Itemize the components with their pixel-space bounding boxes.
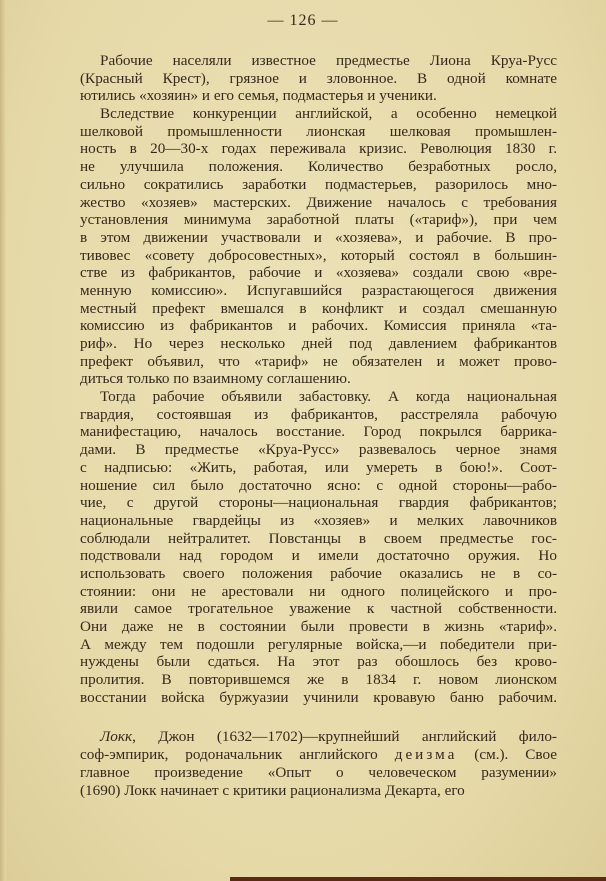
text-segment: (Красный Крест), грязное и зловонное. В одной комнате xyxy=(80,69,557,87)
text-segment: пролития. В повторившемся же в 1834 г. новом лионском xyxy=(80,671,557,689)
text-line xyxy=(80,229,557,247)
text-segment: диться только по взаимному соглашению. xyxy=(80,370,351,388)
text-line xyxy=(80,477,557,495)
text-segment: соф-эмпирик, родоначальник английского xyxy=(80,746,395,764)
text-segment: гвардия, состоявшая из фабрикантов, расстреляла рабочую xyxy=(80,405,557,423)
text-line xyxy=(80,282,557,300)
text-segment: шелковой промышленности лионская шелковая промышлен- xyxy=(80,122,557,140)
page-left-edge xyxy=(0,0,6,881)
text-line xyxy=(80,764,557,782)
text-segment: явили самое трогательное уважение к частной собственности. xyxy=(80,600,557,618)
text-segment: менную комиссию». Испугавшийся разрастающегося движения xyxy=(80,281,557,299)
text-line xyxy=(80,512,557,530)
text-line xyxy=(80,583,557,601)
text-line xyxy=(80,335,557,353)
text-line xyxy=(80,636,557,654)
text-line xyxy=(80,547,557,565)
text-line xyxy=(80,746,557,764)
text-segment: в этом движении участвовали и «хозяева», и рабочие. В про- xyxy=(80,228,557,246)
text-segment: стоянии: они не арестовали ни одного полицейского и про- xyxy=(80,582,557,600)
text-segment: риф». Но через несколько дней под давлением фабрикантов xyxy=(80,335,557,352)
entry-headword: Локк xyxy=(100,728,133,746)
text-line xyxy=(80,158,557,176)
text-segment: тивовес «совету добросовестных», который состоял в большин- xyxy=(80,246,557,264)
text-segment: Вследствие конкуренции английской, а особенно немецкой xyxy=(100,105,557,123)
text-segment: восстании войска буржуазии учинили кровавую баню рабочим. xyxy=(80,688,557,706)
paragraph xyxy=(80,52,557,105)
text-line xyxy=(80,423,557,441)
text-segment: Тогда рабочие объявили забастовку. А когда национальная xyxy=(100,388,557,406)
text-line xyxy=(80,600,557,618)
text-line xyxy=(80,459,557,477)
text-line xyxy=(80,264,557,282)
text-line xyxy=(80,388,557,406)
text-line xyxy=(80,441,557,459)
text-line xyxy=(80,123,557,141)
text-line xyxy=(80,211,557,229)
text-line xyxy=(80,618,557,636)
dictionary-entry-locke xyxy=(80,728,557,799)
text-line xyxy=(80,494,557,512)
page-bottom-edge xyxy=(230,877,606,881)
text-segment: национальные гвардейцы из «хозяев» и мелких лавочников xyxy=(80,511,557,529)
text-segment: Они даже не в состоянии были провести в жизнь «тариф». xyxy=(80,618,557,635)
text-segment: ность в 20—30-х годах переживала кризис. Революция 1830 г. xyxy=(80,140,557,158)
text-line xyxy=(80,105,557,123)
text-line xyxy=(80,782,557,800)
text-segment: жество «хозяев» мастерских. Движение началось с требования xyxy=(80,193,557,211)
text-line xyxy=(80,70,557,88)
text-line xyxy=(80,300,557,318)
text-line xyxy=(80,565,557,583)
text-segment: префект объявил, что «тариф» не обязателен и может прово- xyxy=(80,352,557,370)
text-segment: ютились «хозяин» и его семья, подмастерья и ученики. xyxy=(80,87,437,105)
text-segment: ношение сил было достаточно ясно: с одной стороны—рабо- xyxy=(80,476,557,494)
text-segment: подствовали над городом и имели достаточно оружия. Но xyxy=(80,547,557,565)
text-segment: местный префект вмешался в конфликт и создал смешанную xyxy=(80,299,557,317)
page-body xyxy=(80,52,557,799)
text-line xyxy=(80,370,557,388)
text-line xyxy=(80,530,557,548)
text-line xyxy=(80,140,557,158)
text-segment: комиссию из фабрикантов и рабочих. Комиссия приняла «та- xyxy=(80,317,557,335)
paragraph xyxy=(80,388,557,706)
text-segment: использовать своего положения рабочие оказались не в со- xyxy=(80,564,557,582)
text-segment: (1690) Локк начинает с критики рационализма Декарта, его xyxy=(80,781,465,799)
text-line xyxy=(80,671,557,689)
text-line xyxy=(80,728,557,746)
text-line xyxy=(80,176,557,194)
text-segment: нуждены были сдаться. На этот раз обошлось без крово- xyxy=(80,653,557,671)
text-segment: манифестацию, началось восстание. Город покрылся баррика- xyxy=(80,423,557,441)
text-segment: Рабочие населяли известное предместье Лиона Круа-Русс xyxy=(100,52,557,69)
text-line xyxy=(80,653,557,671)
text-line xyxy=(80,406,557,424)
text-line xyxy=(80,353,557,371)
text-segment: А между тем подошли регулярные войска,—и победители при- xyxy=(80,635,557,653)
text-line xyxy=(80,247,557,265)
text-segment: (см.). Свое xyxy=(457,746,557,764)
text-segment: , Джон (1632—1702)—крупнейший английский фило- xyxy=(132,728,557,746)
text-line xyxy=(80,317,557,335)
text-line xyxy=(80,52,557,70)
text-segment: не улучшила положения. Количество безработных росло, xyxy=(80,158,557,176)
text-segment: стве из фабрикантов, рабочие и «хозяева» создали свою «вре- xyxy=(80,264,557,282)
text-segment: дами. В предместье «Круа-Русс» развевалось черное знамя xyxy=(80,441,557,459)
text-line xyxy=(80,194,557,212)
cross-reference: деизма xyxy=(394,746,458,764)
page-number: — 126 — xyxy=(267,12,339,29)
text-segment: чие, с другой стороны—национальная гвардия фабрикантов; xyxy=(80,494,557,512)
text-segment: главное произведение «Опыт о человеческом разумении» xyxy=(80,763,557,781)
text-segment: установления минимума заработной платы («тариф»), при чем xyxy=(80,211,557,229)
text-segment: сильно сократились заработки подмастерьев, разорилось мно- xyxy=(80,175,557,193)
text-segment: соблюдали нейтралитет. Повстанцы в своем предместье гос- xyxy=(80,529,557,547)
text-line xyxy=(80,87,557,105)
paragraph xyxy=(80,105,557,388)
text-line xyxy=(80,689,557,707)
text-segment: с надписью: «Жить, работая, или умереть в бою!». Соот- xyxy=(80,458,557,476)
